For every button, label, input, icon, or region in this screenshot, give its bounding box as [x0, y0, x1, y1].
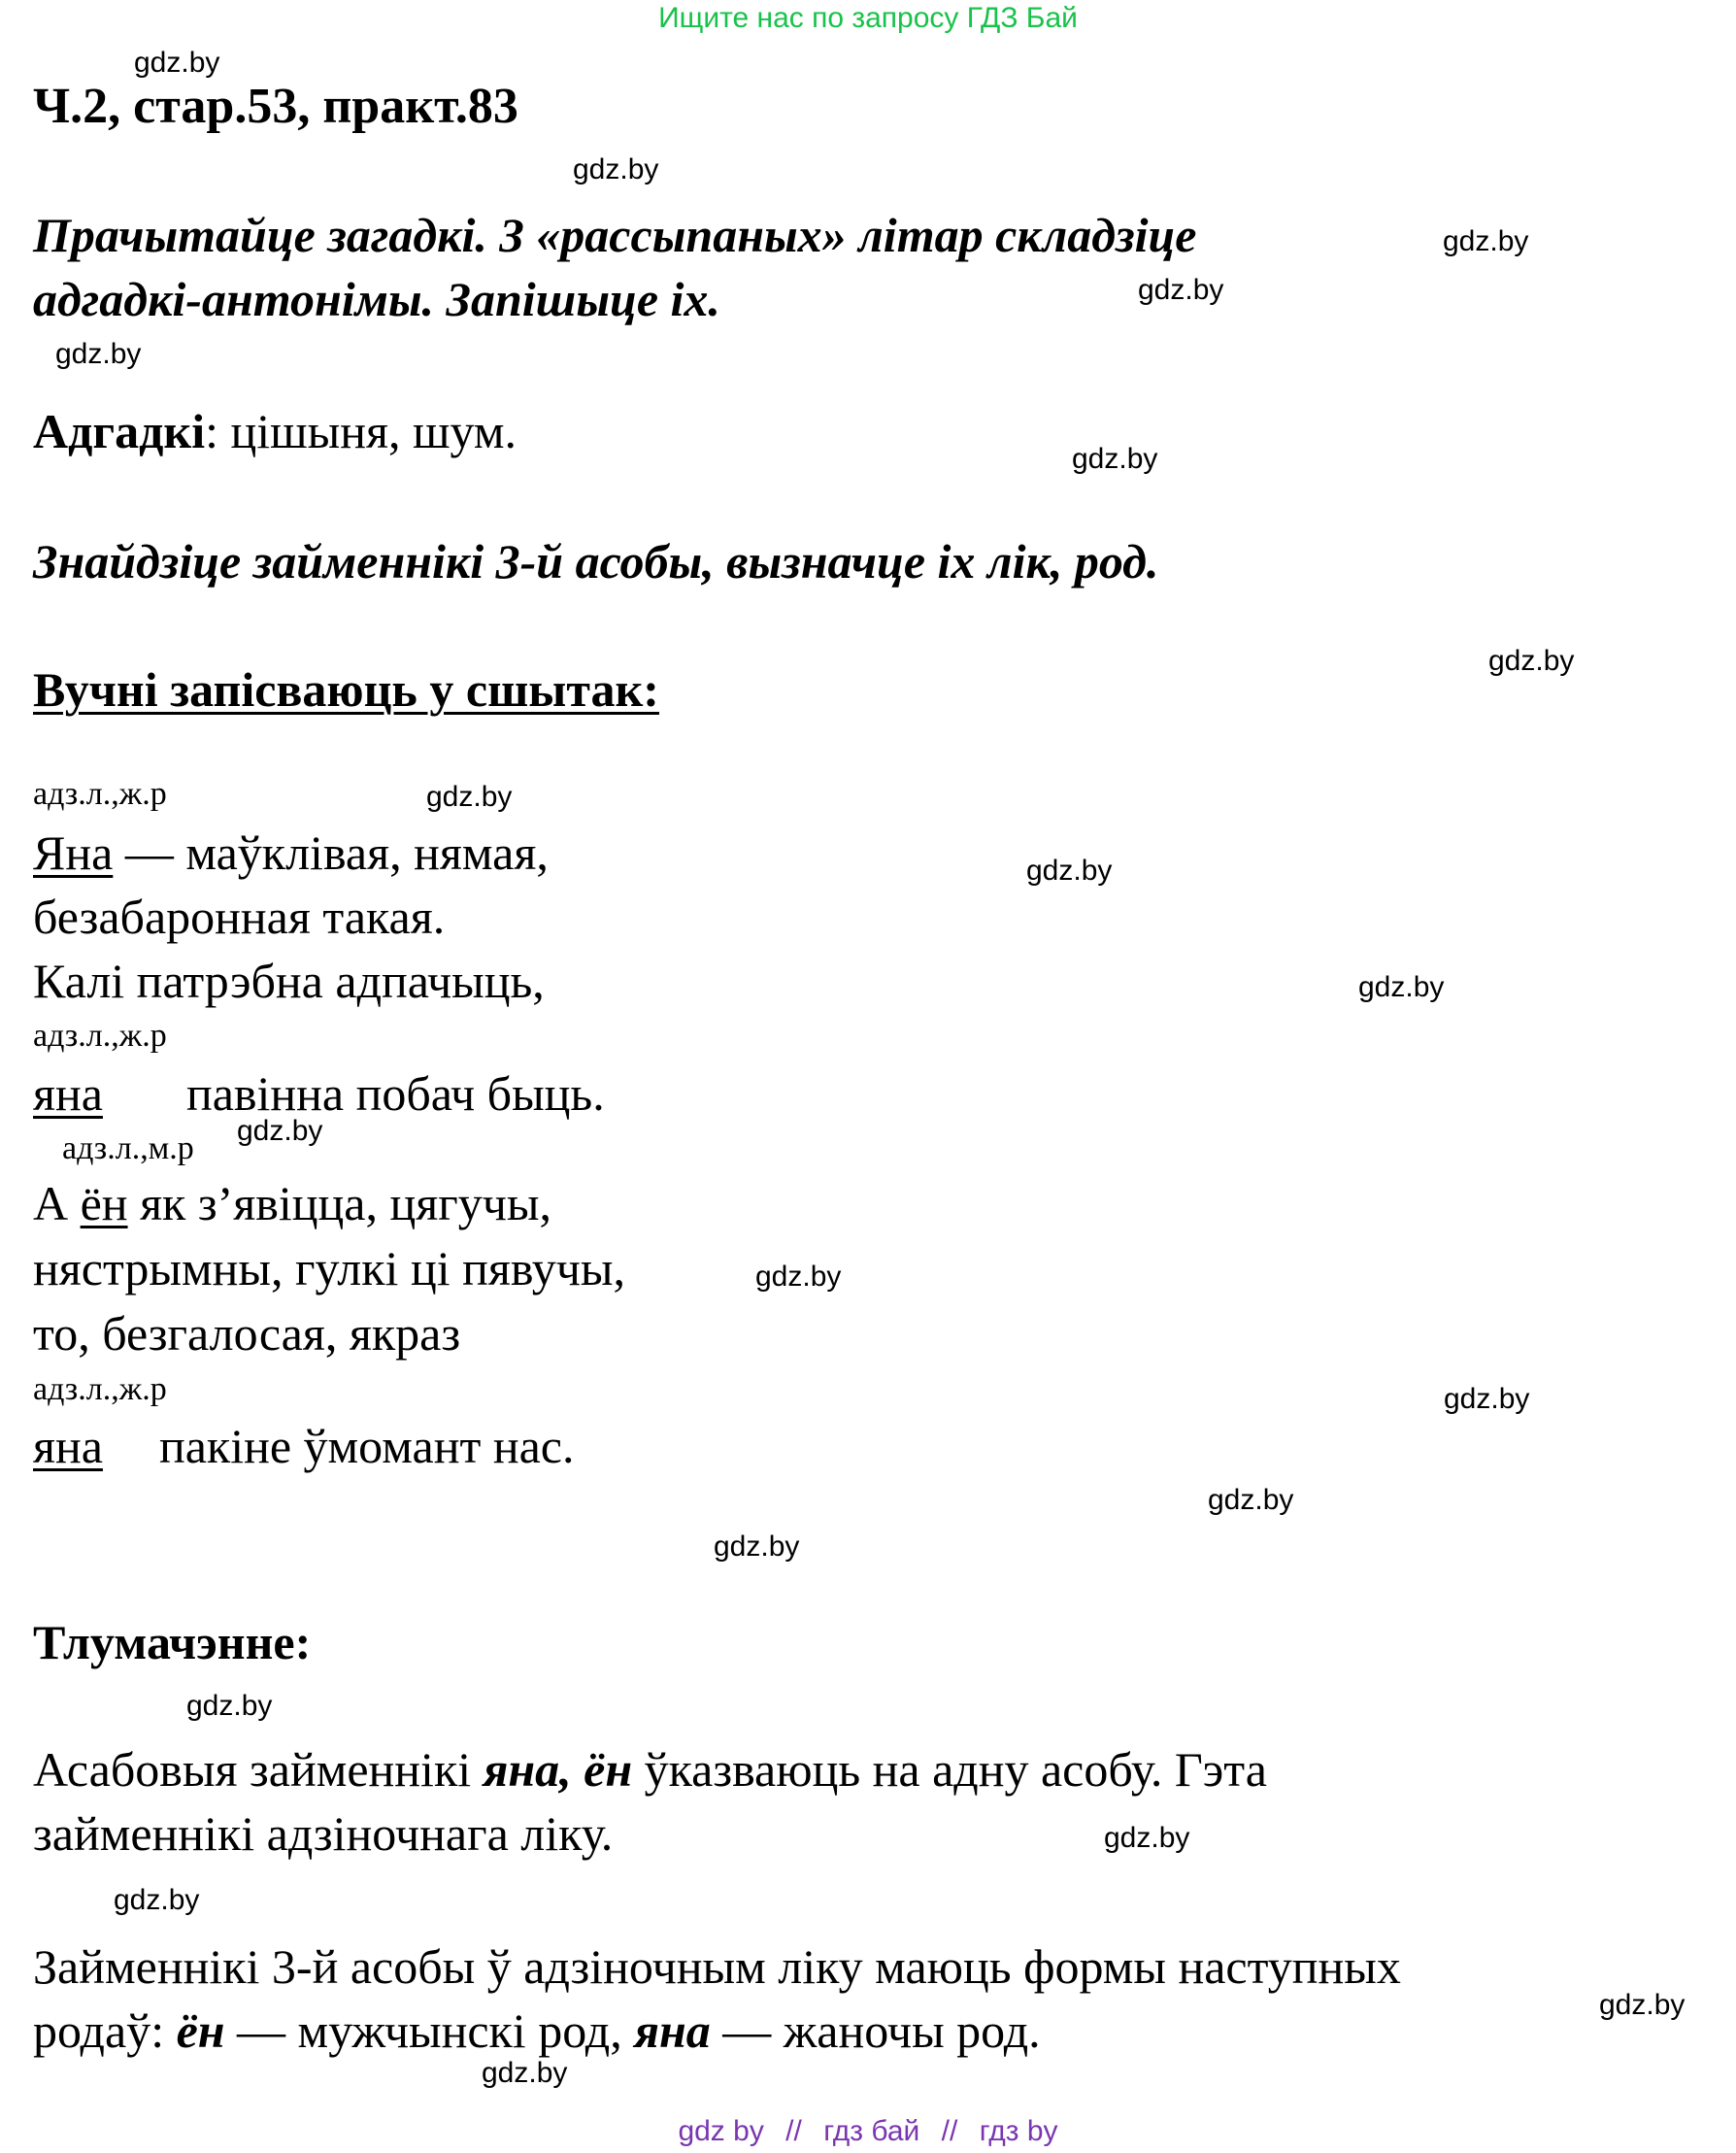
- pronoun-annotation: адз.л.,ж.р: [33, 776, 167, 812]
- watermark: gdz.by: [1104, 1822, 1190, 1854]
- task-line: Прачытайце загадкі. З «рассыпаных» літар складзіце: [33, 208, 1197, 262]
- watermark: gdz.by: [426, 781, 513, 813]
- watermark: gdz.by: [573, 153, 659, 185]
- explanation-text: — мужчынскі род,: [224, 2003, 635, 2058]
- answers-line: [33, 404, 517, 458]
- poem-text: А: [33, 1176, 81, 1230]
- explanation-line: [33, 2003, 1041, 2058]
- explanation-line: Займеннікі 3-й асобы ў адзіночным ліку маюць формы наступных: [33, 1939, 1401, 1994]
- footer-link[interactable]: гдз by: [979, 2115, 1058, 2147]
- explanation-text: — жаночы род.: [710, 2003, 1041, 2058]
- watermark: gdz.by: [134, 47, 220, 79]
- poem-line: [33, 1066, 605, 1121]
- watermark: gdz.by: [55, 338, 142, 370]
- pronoun: ён: [80, 1176, 128, 1230]
- pronoun-annotation: адз.л.,ж.р: [33, 1018, 167, 1054]
- explanation-heading: Тлумачэнне:: [33, 1615, 312, 1669]
- answers-text: : цішыня, шум.: [205, 404, 517, 458]
- watermark: gdz.by: [755, 1261, 842, 1293]
- answers-label: Адгадкі: [33, 404, 206, 458]
- explanation-line: займеннікі адзіночнага ліку.: [33, 1806, 614, 1861]
- poem-line: Калі патрэбна адпачыць,: [33, 954, 545, 1008]
- poem-line: безабаронная такая.: [33, 890, 446, 944]
- task-line: Знайдзіце займеннікі 3-й асобы, вызначце іх лік, род.: [33, 534, 1159, 589]
- pronoun-annotation: адз.л.,м.р: [62, 1130, 194, 1166]
- poem-text: як з’явіцца, цягучы,: [127, 1176, 551, 1230]
- poem-text: павінна побач быць.: [185, 1066, 605, 1121]
- watermark: gdz.by: [714, 1531, 800, 1563]
- explanation-emphasis: яна: [634, 2003, 711, 2058]
- notebook-heading: Вучні запісваюць у сшытак:: [33, 662, 659, 717]
- pronoun: Яна: [33, 825, 114, 880]
- poem-line: то, безгалосая, якраз: [33, 1306, 461, 1361]
- footer-links: [0, 2115, 1736, 2148]
- page-title: Ч.2, стар.53, практ.83: [33, 79, 518, 134]
- watermark: gdz.by: [1488, 645, 1575, 677]
- watermark: gdz.by: [1443, 225, 1529, 257]
- watermark: gdz.by: [237, 1115, 323, 1147]
- header-banner[interactable]: Ищите нас по запросу ГДЗ Бай: [658, 2, 1078, 34]
- poem-line: [33, 1419, 575, 1473]
- footer-separator: //: [785, 2115, 802, 2147]
- poem-text: пакіне ўмомант нас.: [158, 1419, 575, 1473]
- poem-line: [33, 1176, 551, 1230]
- watermark: gdz.by: [1599, 1989, 1686, 2021]
- task-line: адгадкі-антонімы. Запішыце іх.: [33, 272, 720, 326]
- pronoun-annotation: адз.л.,ж.р: [33, 1371, 167, 1407]
- watermark: gdz.by: [482, 2057, 568, 2089]
- pronoun: яна: [33, 1419, 103, 1473]
- explanation-emphasis: ён: [176, 2003, 225, 2058]
- poem-line: [33, 825, 549, 880]
- watermark: gdz.by: [1444, 1383, 1530, 1415]
- watermark: gdz.by: [1138, 274, 1224, 306]
- explanation-text: Асабовыя займеннікі: [33, 1742, 484, 1797]
- watermark: gdz.by: [114, 1884, 200, 1916]
- watermark: gdz.by: [1026, 855, 1113, 887]
- poem-line: нястрымны, гулкі ці пявучы,: [33, 1241, 625, 1295]
- explanation-text: ўказваюць на адну асобу. Гэта: [632, 1742, 1267, 1797]
- footer-separator: //: [941, 2115, 958, 2147]
- footer-link[interactable]: gdz by: [678, 2115, 764, 2147]
- watermark: gdz.by: [1208, 1484, 1294, 1516]
- pronoun: яна: [33, 1066, 103, 1121]
- watermark: gdz.by: [186, 1690, 273, 1722]
- explanation-line: [33, 1742, 1267, 1797]
- explanation-emphasis: яна, ён: [483, 1742, 633, 1797]
- poem-text: — маўклівая, нямая,: [113, 825, 549, 880]
- watermark: gdz.by: [1072, 443, 1158, 475]
- watermark: gdz.by: [1358, 971, 1445, 1003]
- explanation-text: родаў:: [33, 2003, 177, 2058]
- footer-link[interactable]: гдз бай: [823, 2115, 920, 2147]
